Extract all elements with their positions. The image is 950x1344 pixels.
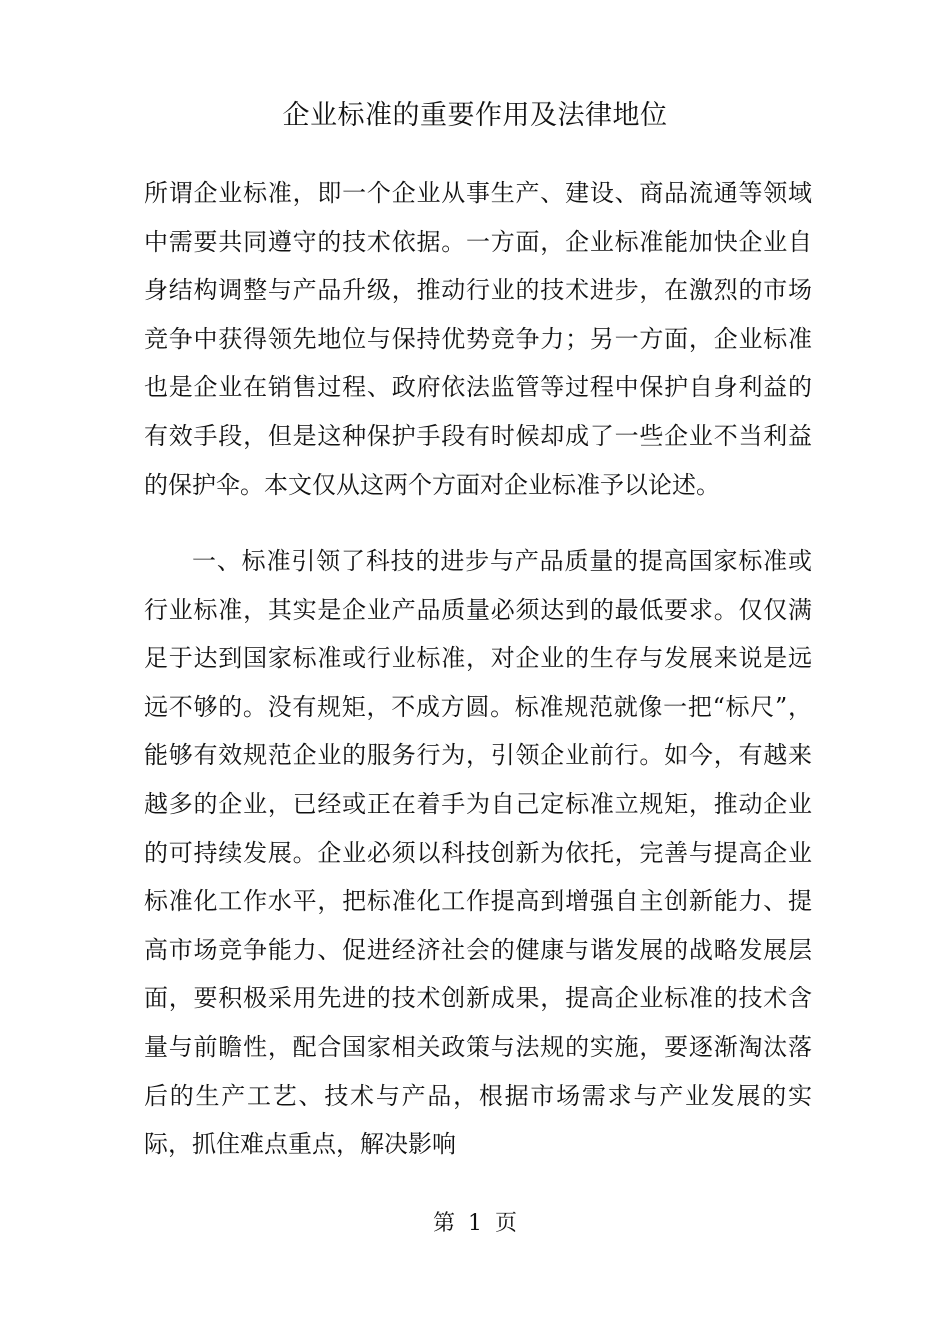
page-number-footer: 第 1 页 — [433, 1211, 517, 1236]
document-title: 企业标准的重要作用及法律地位 — [282, 100, 668, 131]
paragraph-intro: 所谓企业标准，即一个企业从事生产、建设、商品流通等领域中需要共同遵守的技术依据。一方面，企业标准能加快企业自身结构调整与产品升级，推动行业的技术进步，在激烈的市场竞争中获得领先地位与保持优势竞争力；另一方面，企业标准也是企业在销售过程、政府依法监管等过程中保护自身利益的有效手段，但是这种保护手段有时候却成了一些企业不当利益的保护伞。本文仅从这两个方面对企业标准予以论述。 — [144, 179, 812, 499]
paragraph-section-one: 一、标准引领了科技的进步与产品质量的提高国家标准或行业标准，其实是企业产品质量必须达到的最低要求。仅仅满足于达到国家标准或行业标准，对企业的生存与发展来说是远远不够的。没有规矩，不成方圆。标准规范就像一把“标尺”，能够有效规范企业的服务行为，引领企业前行。如今，有越来越多的企业，已经或正在着手为自己定标准立规矩，推动企业的可持续发展。企业必须以科技创新为依托，完善与提高企业标准化工作水平，把标准化工作提高到增强自主创新能力、提高市场竞争能力、促进经济社会的健康与谐发展的战略发展层面，要积极采用先进的技术创新成果，提高企业标准的技术含量与前瞻性，配合国家相关政策与法规的实施，要逐渐淘汰落后的生产工艺、技术与产品，根据市场需求与产业发展的实际，抓住难点重点，解决影响 — [144, 547, 812, 1159]
